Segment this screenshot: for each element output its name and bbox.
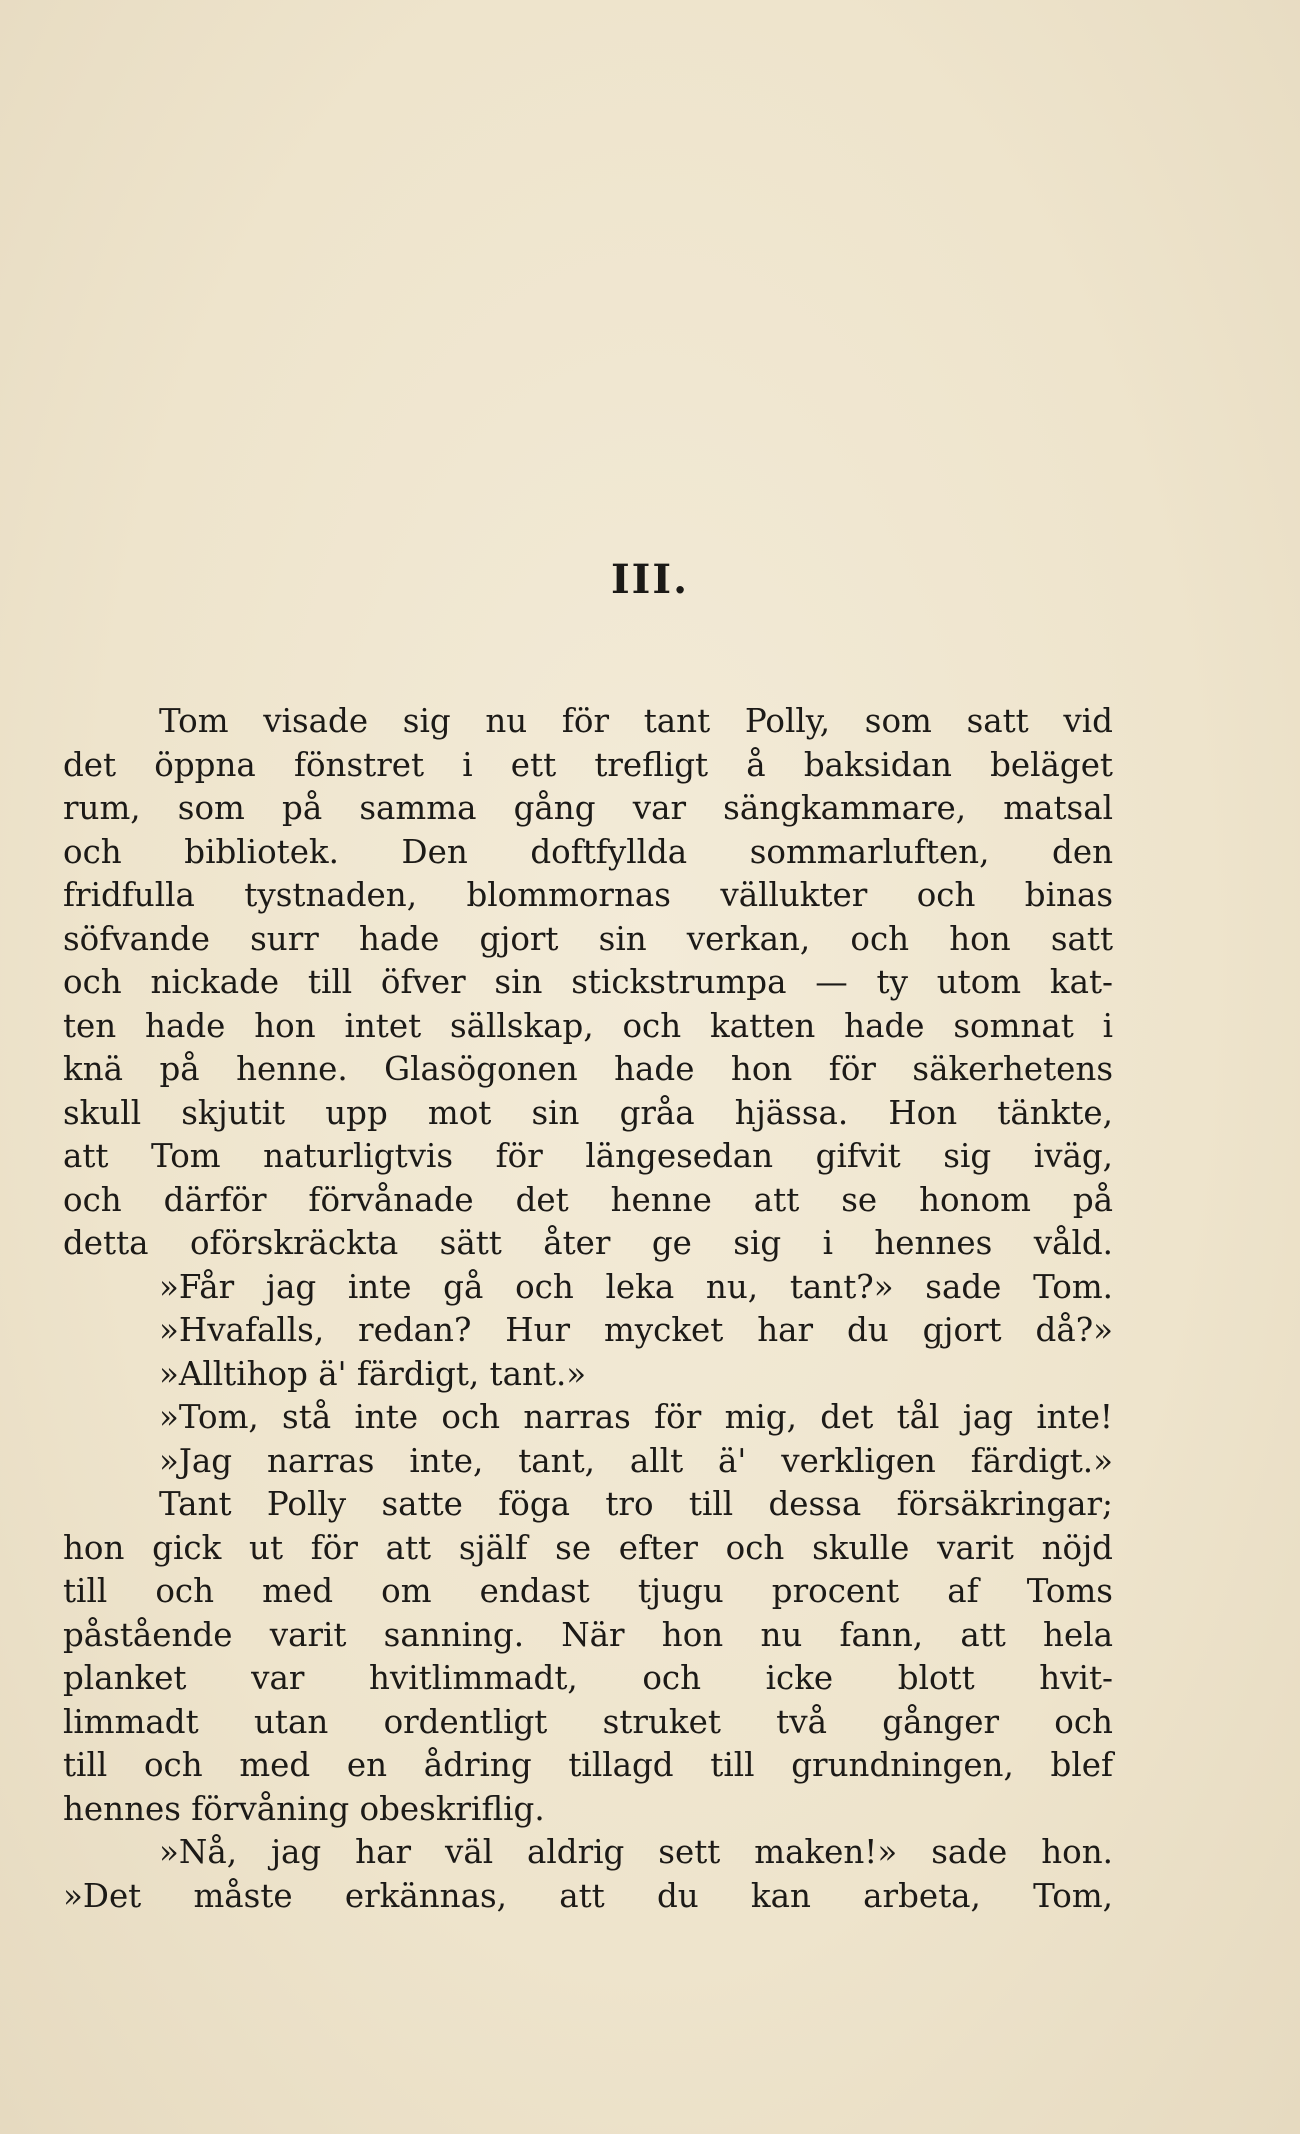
dialogue-line: »Tom, stå inte och narras för mig, det tål jag inte! [159,1398,1113,1436]
dialogue-line: »Det måste erkännas, att du kan arbeta, Tom, [63,1876,1113,1915]
dialogue-line: »Nå, jag har väl aldrig sett maken!» sade hon. [159,1833,1113,1871]
text-line: hennes förvåning obeskriflig. [63,1789,545,1828]
text-line: skull skjutit upp mot sin gråa hjässa. Hon tänkte, [63,1093,1113,1132]
text-line: planket var hvitlimmadt, och icke blott hvit- [63,1659,1113,1697]
text-line: Tom visade sig nu för tant Polly, som satt vid [159,702,1113,740]
dialogue-line: »Hvafalls, redan? Hur mycket har du gjort då?» [159,1311,1113,1349]
text-line: och nickade till öfver sin stickstrumpa — ty utom kat- [63,963,1113,1001]
text-line: detta oförskräckta sätt åter ge sig i hennes våld. [63,1224,1113,1262]
text-line: hon gick ut för att själf se efter och skulle varit nöjd [63,1528,1113,1567]
chapter-heading: III. [610,556,690,603]
text-line: fridfulla tystnaden, blommornas vällukter och binas [63,876,1113,914]
text-line: limmadt utan ordentligt struket två gånger och [63,1702,1113,1741]
text-line: rum, som på samma gång var sängkammare, matsal [63,789,1113,827]
text-line: påstående varit sanning. När hon nu fann, att hela [63,1615,1113,1654]
text-line: ten hade hon intet sällskap, och katten hade somnat i [63,1006,1113,1045]
dialogue-line: »Får jag inte gå och leka nu, tant?» sade Tom. [159,1267,1113,1306]
text-line: knä på henne. Glasögonen hade hon för säkerhetens [63,1050,1113,1088]
text-line: och bibliotek. Den doftfyllda sommarluften, den [63,832,1113,871]
text-line: att Tom naturligtvis för längesedan gifvit sig iväg, [63,1137,1113,1175]
text-line: söfvande surr hade gjort sin verkan, och hon satt [63,919,1113,958]
text-line: Tant Polly satte föga tro till dessa försäkringar; [159,1485,1113,1523]
text-line: till och med om endast tjugu procent af Toms [63,1572,1113,1610]
dialogue-line: »Alltihop ä' färdigt, tant.» [159,1354,587,1393]
text-line: och därför förvånade det henne att se honom på [63,1180,1113,1219]
text-line: det öppna fönstret i ett trefligt å baksidan beläget [63,745,1113,784]
body-text [63,700,1113,1918]
text-line: till och med en ådring tillagd till grundningen, blef [63,1746,1113,1784]
dialogue-line: »Jag narras inte, tant, allt ä' verkligen färdigt.» [159,1441,1113,1480]
